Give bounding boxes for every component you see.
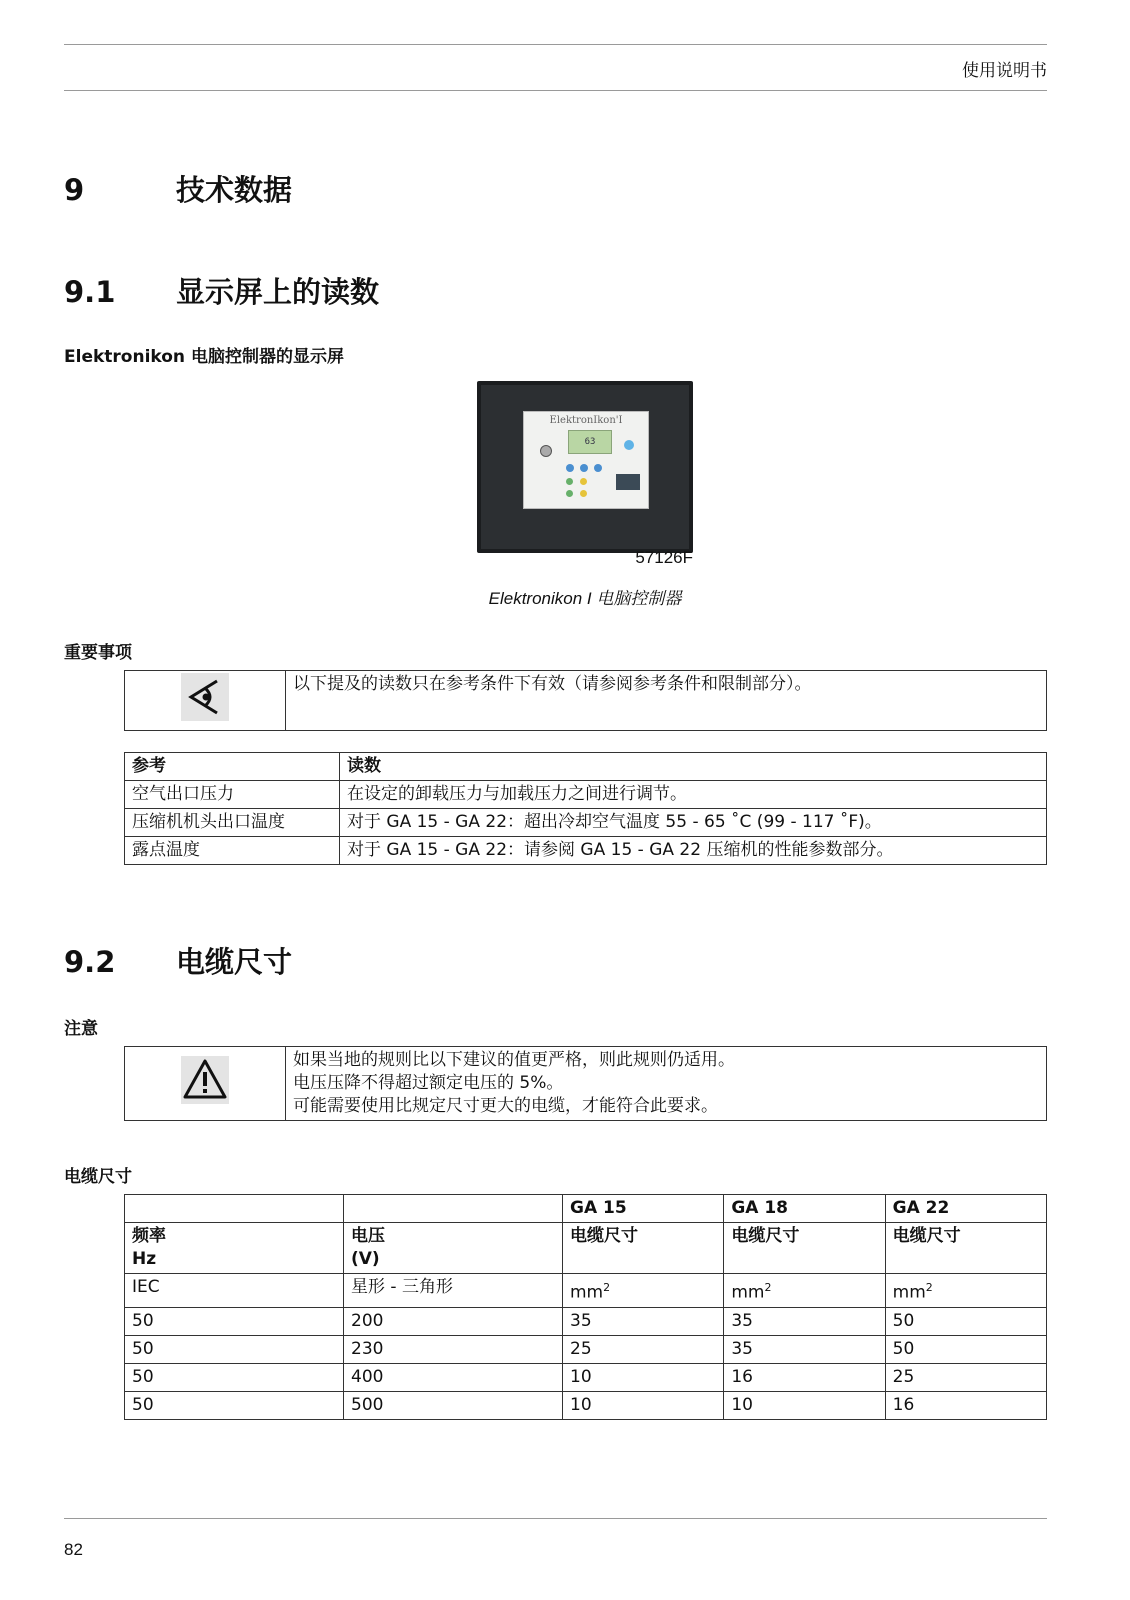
section-title: 电缆尺寸	[176, 945, 293, 979]
ga18-size-cell: 16	[724, 1363, 885, 1391]
ga15-size-cell: 10	[563, 1363, 724, 1391]
ga15-size-cell: 35	[563, 1307, 724, 1335]
table-row	[125, 809, 1047, 837]
caution-text	[286, 1047, 1047, 1121]
caution-icon-cell	[125, 1047, 286, 1121]
panel-logo	[616, 474, 640, 490]
notice-text: 以下提及的读数只在参考条件下有效（请参阅参考条件和限制部分）。	[286, 671, 1047, 731]
controller-photo	[477, 381, 693, 553]
table-row	[125, 1307, 1047, 1335]
reference-cell: 露点温度	[125, 837, 340, 865]
ga22-size-cell: 25	[885, 1363, 1046, 1391]
panel-led-yellow-2	[580, 490, 587, 497]
chapter-number: 9	[64, 173, 85, 207]
frequency-cell: 50	[125, 1391, 344, 1419]
caution-heading: 注意	[64, 1019, 98, 1039]
controller-subheading: Elektronikon 电脑控制器的显示屏	[64, 347, 344, 367]
model-ga15: GA 15	[563, 1195, 724, 1223]
header-reading: 读数	[340, 753, 1047, 781]
header-reference: 参考	[125, 753, 340, 781]
warning-icon	[181, 1056, 229, 1104]
voltage-cell: 400	[344, 1363, 563, 1391]
table-row	[125, 781, 1047, 809]
unit-cell	[563, 1274, 724, 1308]
caution-line: 可能需要使用比规定尺寸更大的电缆，才能符合此要求。	[293, 1096, 718, 1116]
caution-line: 电压压降不得超过额定电压的 5%。	[293, 1073, 564, 1093]
unit-text: mm	[892, 1282, 926, 1303]
photo-code: 57126F	[635, 548, 693, 567]
standard-cell: IEC	[125, 1274, 344, 1308]
notice-box	[124, 670, 1047, 731]
model-ga18: GA 18	[724, 1195, 885, 1223]
reading-cell: 对于 GA 15 - GA 22：请参阅 GA 15 - GA 22 压缩机的性能参数部分。	[340, 837, 1047, 865]
unit-row	[125, 1274, 1047, 1308]
section-heading-9-2	[64, 940, 292, 981]
connection-cell: 星形 - 三角形	[344, 1274, 563, 1308]
model-row	[125, 1195, 1047, 1223]
cable-size-header: 电缆尺寸	[563, 1223, 724, 1274]
voltage-cell: 500	[344, 1391, 563, 1419]
panel-key-3	[594, 464, 602, 472]
ga15-size-cell: 10	[563, 1391, 724, 1419]
eye-icon	[181, 673, 229, 721]
section-title: 显示屏上的读数	[176, 275, 380, 309]
page-number: 82	[64, 1540, 83, 1559]
readings-table	[124, 752, 1047, 865]
panel-lcd: 63	[568, 430, 612, 454]
ga15-size-cell: 25	[563, 1335, 724, 1363]
unit-sup: 2	[925, 1281, 933, 1294]
footer-rule	[64, 1518, 1047, 1519]
reading-cell: 在设定的卸载压力与加载压力之间进行调节。	[340, 781, 1047, 809]
ga22-size-cell: 50	[885, 1335, 1046, 1363]
header-rule-top	[64, 44, 1047, 45]
table-row	[125, 1363, 1047, 1391]
controller-panel	[523, 411, 649, 509]
panel-led-blue	[624, 440, 634, 450]
subheader-row	[125, 1223, 1047, 1274]
reference-cell: 空气出口压力	[125, 781, 340, 809]
frequency-cell: 50	[125, 1335, 344, 1363]
reference-cell: 压缩机机头出口温度	[125, 809, 340, 837]
voltage-label: 电压	[351, 1226, 385, 1246]
header-title: 使用说明书	[962, 61, 1047, 81]
empty-cell	[344, 1195, 563, 1223]
panel-power-button	[540, 445, 552, 457]
reading-cell: 对于 GA 15 - GA 22：超出冷却空气温度 55 - 65 ˚C (99 - 117 ˚F)。	[340, 809, 1047, 837]
frequency-label: 频率	[132, 1226, 166, 1246]
cable-size-table	[124, 1194, 1047, 1420]
panel-led-yellow	[580, 478, 587, 485]
unit-sup: 2	[603, 1281, 611, 1294]
section-number: 9.1	[64, 275, 116, 309]
frequency-unit: Hz	[132, 1249, 157, 1269]
panel-led-green-2	[566, 490, 573, 497]
table-header-row	[125, 753, 1047, 781]
ga18-size-cell: 35	[724, 1335, 885, 1363]
section-number: 9.2	[64, 945, 116, 979]
cable-size-header: 电缆尺寸	[885, 1223, 1046, 1274]
ga22-size-cell: 50	[885, 1307, 1046, 1335]
chapter-heading	[64, 168, 292, 209]
notice-heading: 重要事项	[64, 643, 132, 663]
voltage-cell: 200	[344, 1307, 563, 1335]
caution-line: 如果当地的规则比以下建议的值更严格，则此规则仍适用。	[293, 1050, 735, 1070]
voltage-header	[344, 1223, 563, 1274]
unit-text: mm	[570, 1282, 604, 1303]
notice-icon-cell	[125, 671, 286, 731]
photo-caption: Elektronikon I 电脑控制器	[488, 589, 682, 608]
empty-cell	[125, 1195, 344, 1223]
frequency-cell: 50	[125, 1307, 344, 1335]
table-row	[125, 837, 1047, 865]
ga22-size-cell: 16	[885, 1391, 1046, 1419]
ga18-size-cell: 35	[724, 1307, 885, 1335]
caution-box	[124, 1046, 1047, 1121]
panel-key-2	[580, 464, 588, 472]
unit-cell	[885, 1274, 1046, 1308]
voltage-cell: 230	[344, 1335, 563, 1363]
unit-sup: 2	[764, 1281, 772, 1294]
section-heading-9-1	[64, 270, 379, 311]
panel-led-green	[566, 478, 573, 485]
cable-size-header: 电缆尺寸	[724, 1223, 885, 1274]
chapter-title: 技术数据	[176, 173, 293, 207]
ga18-size-cell: 10	[724, 1391, 885, 1419]
table-row	[125, 1391, 1047, 1419]
frequency-header	[125, 1223, 344, 1274]
model-ga22: GA 22	[885, 1195, 1046, 1223]
panel-key-1	[566, 464, 574, 472]
header-rule-bottom	[64, 90, 1047, 91]
unit-cell	[724, 1274, 885, 1308]
controller-housing	[481, 385, 689, 549]
frequency-cell: 50	[125, 1363, 344, 1391]
unit-text: mm	[731, 1282, 765, 1303]
cable-table-heading: 电缆尺寸	[64, 1167, 132, 1187]
table-row	[125, 1335, 1047, 1363]
panel-brand: ElektronIkon'I	[549, 415, 623, 426]
voltage-unit: (V)	[351, 1249, 380, 1269]
